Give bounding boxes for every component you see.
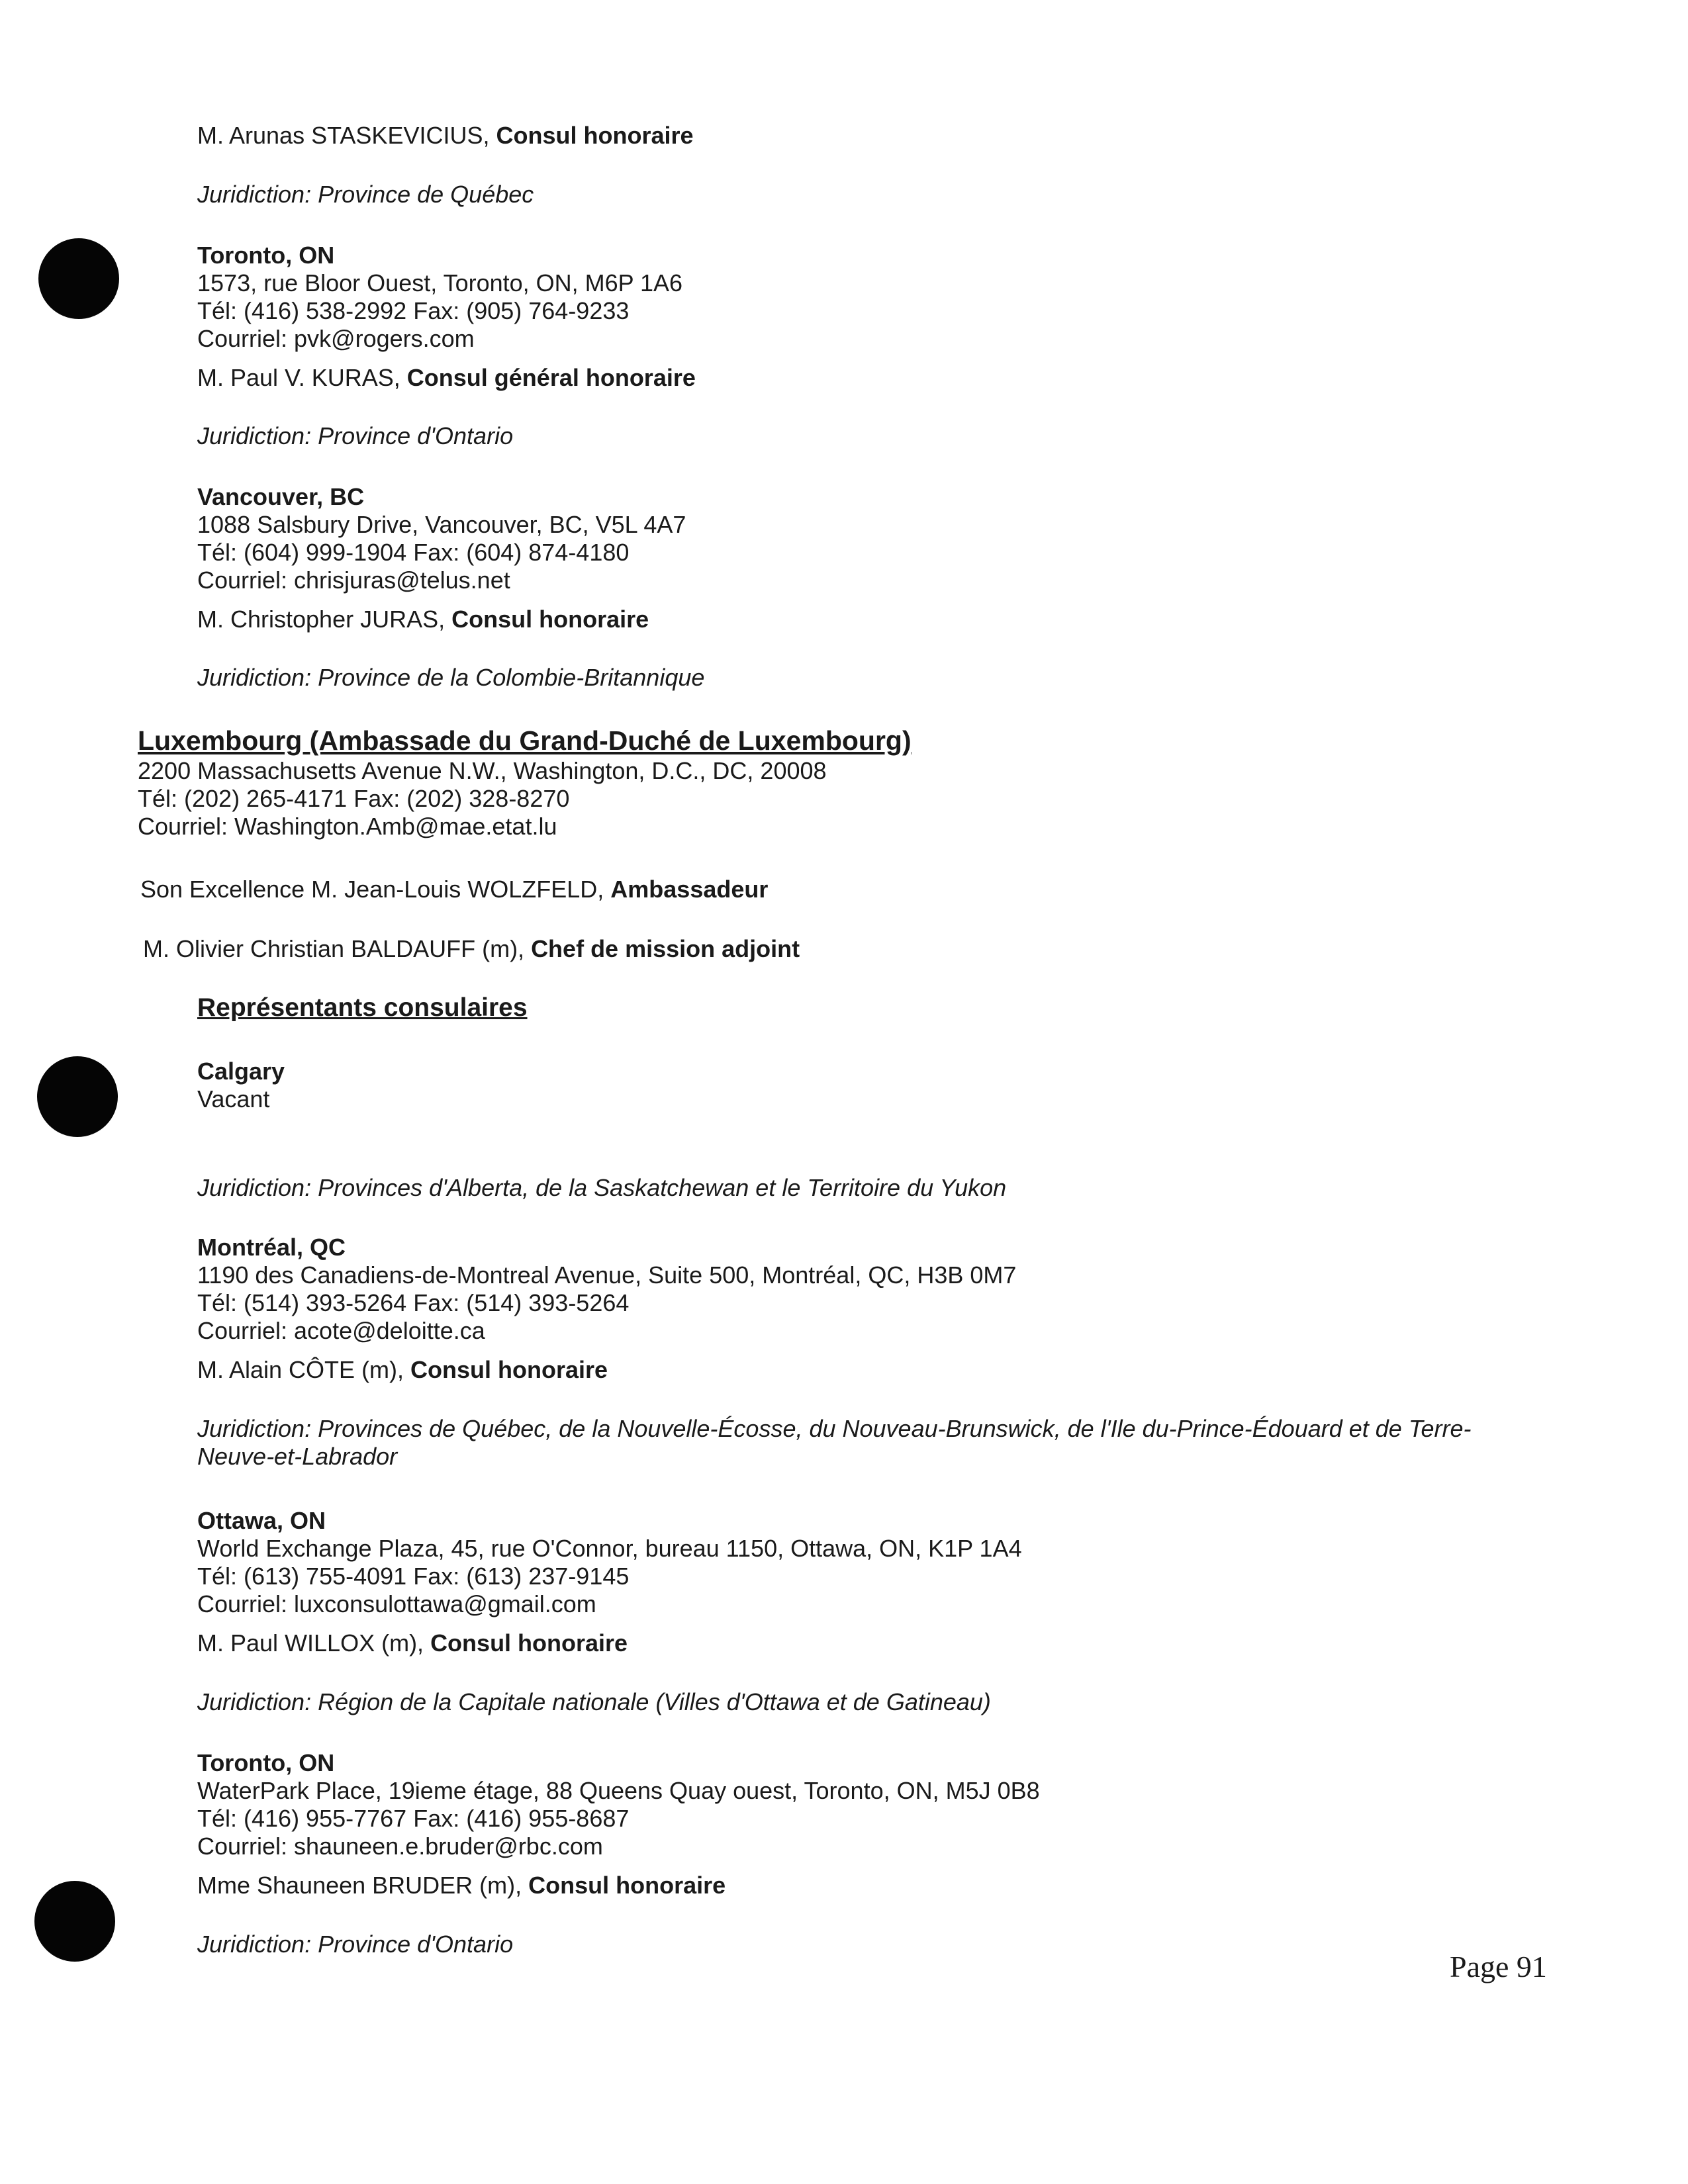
embassy-heading: Luxembourg (Ambassade du Grand-Duché de Luxembourg) (138, 725, 912, 756)
consulate-ottawa (197, 1507, 1521, 1618)
office-address: 1190 des Canadiens-de-Montreal Avenue, Suite 500, Montréal, QC, H3B 0M7 (197, 1261, 1017, 1289)
jurisdiction (197, 1174, 1521, 1202)
jurisdiction-text: Juridiction: Provinces de Québec, de la Nouvelle-Écosse, du Nouveau-Brunswick, de l'Ile du-Prince-Édouard et de Terre-Neuve-et-Labrador (197, 1415, 1472, 1470)
office-city: Ottawa, ON (197, 1507, 326, 1534)
embassy-contact-block (138, 757, 1462, 841)
jurisdiction (197, 181, 1521, 208)
contact-name: M. Arunas STASKEVICIUS, (197, 122, 496, 149)
office-contact (197, 1356, 1521, 1384)
page-number: Page 91 (1450, 1950, 1547, 1983)
embassy-phone: Tél: (202) 265-4171 Fax: (202) 328-8270 (138, 785, 570, 812)
office-contact (197, 364, 1521, 392)
contact-role: Consul général honoraire (406, 364, 696, 391)
office-city: Toronto, ON (197, 1749, 335, 1776)
consulate-calgary (197, 1058, 1521, 1113)
jurisdiction (197, 1931, 1521, 1958)
consulate-montreal (197, 1234, 1521, 1345)
office-email: Courriel: shauneen.e.bruder@rbc.com (197, 1833, 603, 1860)
jurisdiction (197, 664, 1521, 692)
jurisdiction-text: Juridiction: Province de Québec (197, 181, 534, 208)
office-phone: Tél: (416) 955-7767 Fax: (416) 955-8687 (197, 1805, 630, 1832)
consulate-toronto (197, 1749, 1521, 1860)
office-city: Vancouver, BC (197, 483, 365, 510)
punch-hole-bottom (34, 1881, 115, 1962)
jurisdiction (197, 1415, 1508, 1471)
ambassador-name: Son Excellence M. Jean-Louis WOLZFELD, (140, 876, 611, 903)
ambassador (140, 876, 1464, 903)
embassy-address: 2200 Massachusetts Avenue N.W., Washington, D.C., DC, 20008 (138, 757, 827, 784)
office-phone: Tél: (416) 538-2992 Fax: (905) 764-9233 (197, 297, 630, 324)
contact-role: Consul honoraire (451, 606, 649, 633)
office-address: 1573, rue Bloor Ouest, Toronto, ON, M6P 1A6 (197, 269, 683, 296)
office-email: Courriel: chrisjuras@telus.net (197, 567, 510, 594)
deputy-head (143, 935, 1467, 963)
contact-name: M. Alain CÔTE (m), (197, 1356, 411, 1383)
office-email: Courriel: acote@deloitte.ca (197, 1317, 485, 1344)
ambassador-role: Ambassadeur (610, 876, 769, 903)
deputy-role: Chef de mission adjoint (531, 935, 800, 962)
office-contact (197, 1872, 1521, 1899)
punch-hole-top (38, 238, 119, 319)
contact-name: M. Paul V. KURAS, (197, 364, 407, 391)
jurisdiction (197, 1688, 1521, 1716)
office-address: WaterPark Place, 19ieme étage, 88 Queens Quay ouest, Toronto, ON, M5J 0B8 (197, 1777, 1040, 1804)
office-contact (197, 606, 1521, 633)
top-entry (197, 122, 1521, 150)
contact-name: M. Paul WILLOX (m), (197, 1629, 431, 1657)
contact-role: Consul honoraire (528, 1872, 726, 1899)
office-status: Vacant (197, 1085, 270, 1113)
jurisdiction-text: Juridiction: Province de la Colombie-Britannique (197, 664, 705, 691)
office-toronto (197, 242, 1521, 353)
office-phone: Tél: (514) 393-5264 Fax: (514) 393-5264 (197, 1289, 630, 1316)
office-email: Courriel: pvk@rogers.com (197, 325, 475, 352)
office-address: 1088 Salsbury Drive, Vancouver, BC, V5L 4A7 (197, 511, 686, 538)
deputy-name: M. Olivier Christian BALDAUFF (m), (143, 935, 532, 962)
embassy-email: Courriel: Washington.Amb@mae.etat.lu (138, 813, 557, 840)
office-city: Toronto, ON (197, 242, 335, 269)
jurisdiction-text: Juridiction: Provinces d'Alberta, de la Saskatchewan et le Territoire du Yukon (197, 1174, 1007, 1201)
punch-hole-middle (37, 1056, 118, 1137)
office-city: Calgary (197, 1058, 285, 1085)
jurisdiction-text: Juridiction: Région de la Capitale nationale (Villes d'Ottawa et de Gatineau) (197, 1688, 991, 1715)
office-phone: Tél: (604) 999-1904 Fax: (604) 874-4180 (197, 539, 630, 566)
contact-role: Consul honoraire (430, 1629, 628, 1657)
jurisdiction (197, 422, 1521, 450)
consular-heading: Représentants consulaires (197, 993, 528, 1022)
office-city: Montréal, QC (197, 1234, 346, 1261)
contact-name: Mme Shauneen BRUDER (m), (197, 1872, 529, 1899)
contact-name: M. Christopher JURAS, (197, 606, 452, 633)
jurisdiction-text: Juridiction: Province d'Ontario (197, 422, 514, 449)
office-contact (197, 1629, 1521, 1657)
contact-line (197, 122, 1521, 150)
office-address: World Exchange Plaza, 45, rue O'Connor, bureau 1150, Ottawa, ON, K1P 1A4 (197, 1535, 1022, 1562)
jurisdiction-text: Juridiction: Province d'Ontario (197, 1931, 514, 1958)
contact-role: Consul honoraire (496, 122, 694, 149)
office-vancouver (197, 483, 1521, 594)
office-email: Courriel: luxconsulottawa@gmail.com (197, 1590, 596, 1617)
office-phone: Tél: (613) 755-4091 Fax: (613) 237-9145 (197, 1563, 630, 1590)
contact-role: Consul honoraire (410, 1356, 608, 1383)
